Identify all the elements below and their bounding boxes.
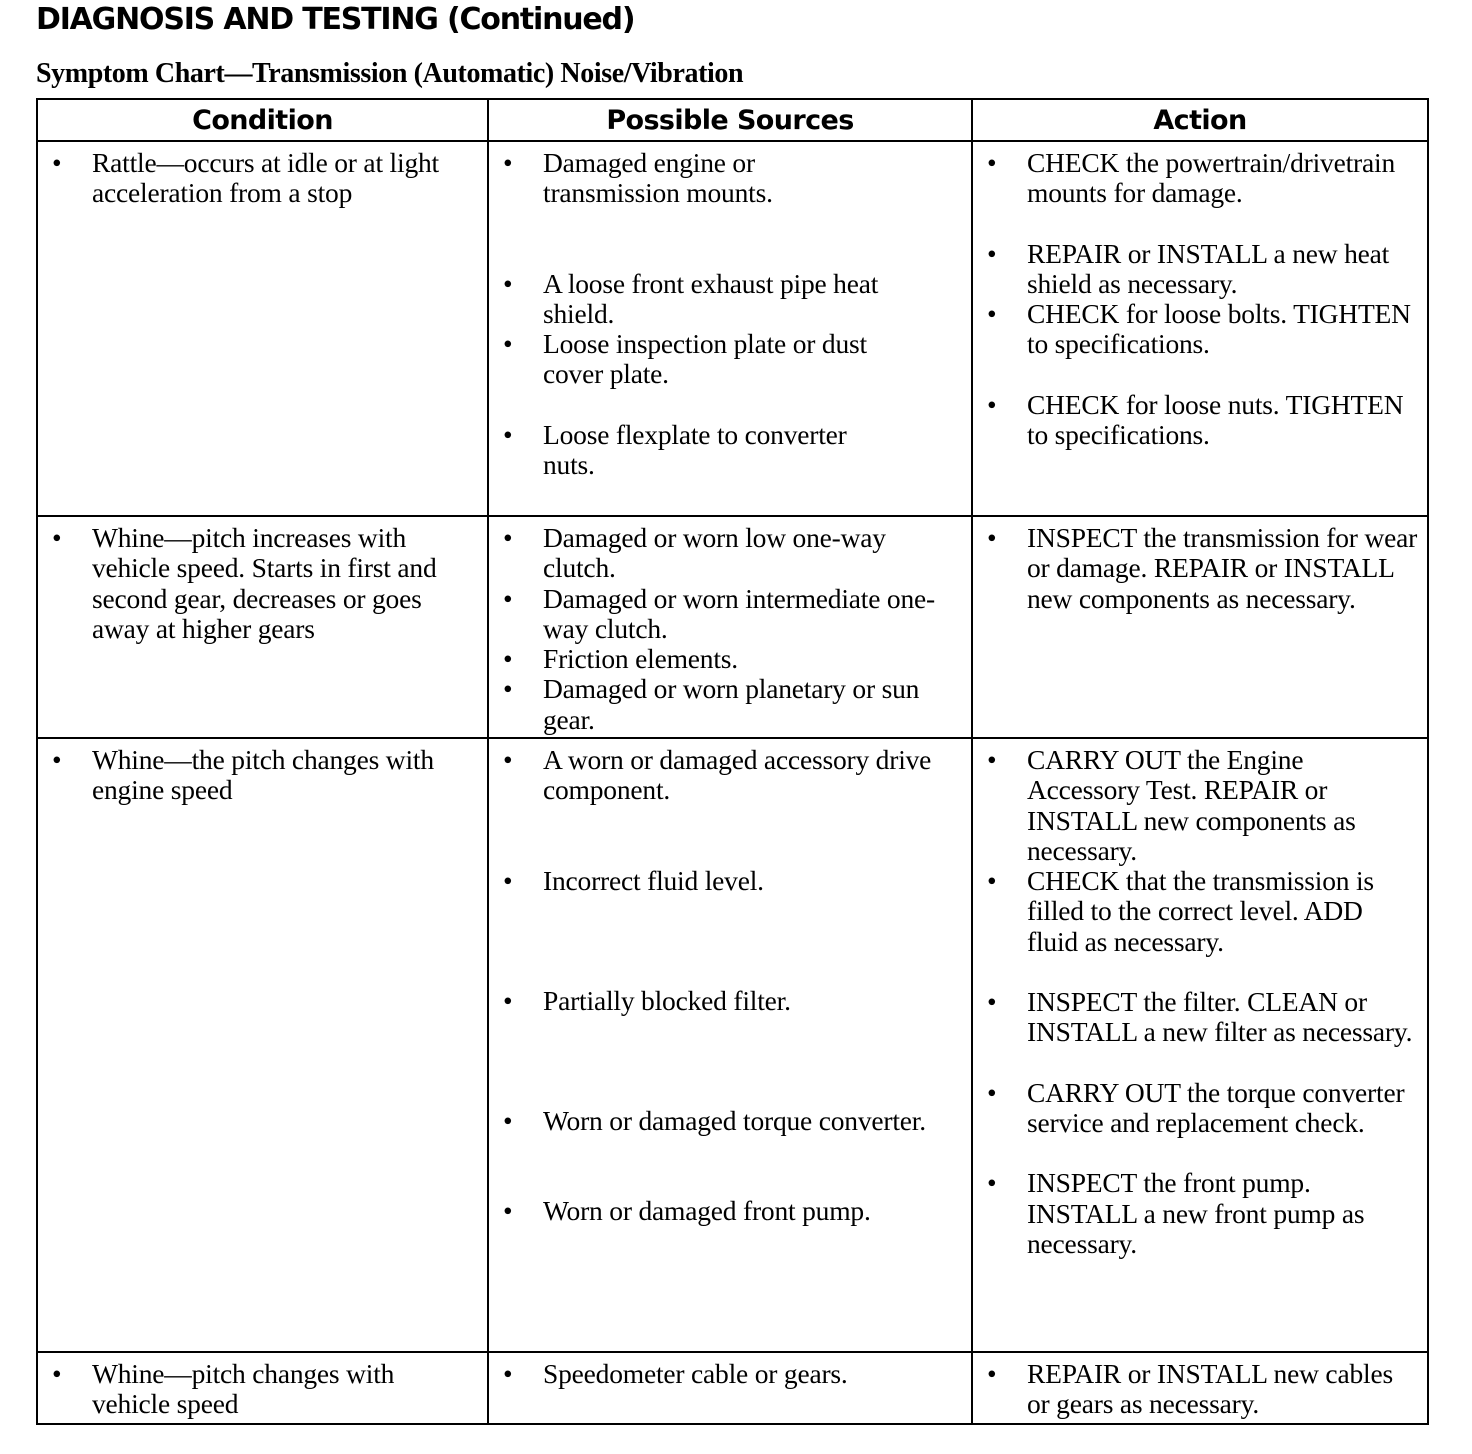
action-item: • CARRY OUT the torque converter service and replacement check. — [973, 1078, 1427, 1139]
condition-text: • Rattle—occurs at idle or at light acceleration from a stop — [38, 148, 452, 209]
column-header-action: Action — [972, 99, 1428, 141]
action-item: • CHECK for loose bolts. TIGHTEN to specifications. — [973, 299, 1427, 360]
action-item: • CARRY OUT the Engine Accessory Test. REPAIR or INSTALL new components as necessary. — [973, 745, 1427, 866]
source-item: • Worn or damaged torque converter. — [489, 1106, 971, 1136]
source-item: • Speedometer cable or gears. — [489, 1359, 971, 1389]
action-item: • CHECK the powertrain/drivetrain mounts for damage. — [973, 148, 1427, 209]
table-header-row — [37, 99, 1428, 141]
action-item: • CHECK that the transmission is filled to the correct level. ADD fluid as necessary. — [973, 866, 1427, 957]
action-cell — [972, 1352, 1428, 1424]
action-item: • REPAIR or INSTALL new cables or gears as necessary. — [973, 1359, 1427, 1420]
action-item: • INSPECT the filter. CLEAN or INSTALL a new filter as necessary. — [973, 987, 1427, 1048]
table-row — [37, 141, 1428, 516]
condition-cell — [37, 1352, 488, 1424]
source-item: • Loose flexplate to converter nuts. — [489, 420, 893, 481]
action-item: • INSPECT the front pump. INSTALL a new front pump as necessary. — [973, 1168, 1427, 1259]
condition-cell — [37, 516, 488, 738]
condition-text: • Whine—the pitch changes with engine speed — [38, 745, 487, 806]
column-header-condition: Condition — [37, 99, 488, 141]
condition-text: • Whine—pitch increases with vehicle speed. Starts in first and second gear, decreases or goes away at higher gears — [38, 523, 487, 644]
symptom-table — [36, 98, 1429, 1425]
source-item: • Partially blocked filter. — [489, 986, 971, 1016]
condition-text: • Whine—pitch changes with vehicle speed — [38, 1359, 452, 1420]
table-row — [37, 516, 1428, 738]
action-cell — [972, 516, 1428, 738]
source-item: • Worn or damaged front pump. — [489, 1196, 971, 1226]
source-item: • Friction elements. — [489, 644, 971, 674]
condition-cell — [37, 738, 488, 1352]
chart-title: Symptom Chart—Transmission (Automatic) Noise/Vibration — [36, 58, 744, 89]
source-item: • A worn or damaged accessory drive component. — [489, 745, 971, 806]
table-row — [37, 738, 1428, 1352]
page-heading: DIAGNOSIS AND TESTING (Continued) — [36, 2, 635, 37]
source-item: • Damaged or worn planetary or sun gear. — [489, 674, 971, 735]
source-item: • Damaged or worn low one-way clutch. — [489, 523, 971, 584]
condition-cell — [37, 141, 488, 516]
sources-cell — [488, 738, 972, 1352]
sources-cell — [488, 141, 972, 516]
action-item: • CHECK for loose nuts. TIGHTEN to specifications. — [973, 390, 1427, 451]
source-item: • Incorrect fluid level. — [489, 866, 971, 896]
source-item: • Damaged engine or transmission mounts. — [489, 148, 863, 209]
action-cell — [972, 141, 1428, 516]
action-item: • REPAIR or INSTALL a new heat shield as necessary. — [973, 239, 1427, 300]
source-item: • A loose front exhaust pipe heat shield. — [489, 269, 913, 330]
sources-cell — [488, 516, 972, 738]
source-item: • Damaged or worn intermediate one-way clutch. — [489, 584, 971, 645]
action-item: • INSPECT the transmission for wear or damage. REPAIR or INSTALL new components as necessary. — [973, 523, 1427, 614]
source-item: • Loose inspection plate or dust cover plate. — [489, 329, 913, 390]
table-row — [37, 1352, 1428, 1424]
sources-cell — [488, 1352, 972, 1424]
column-header-possible-sources: Possible Sources — [488, 99, 972, 141]
action-cell — [972, 738, 1428, 1352]
